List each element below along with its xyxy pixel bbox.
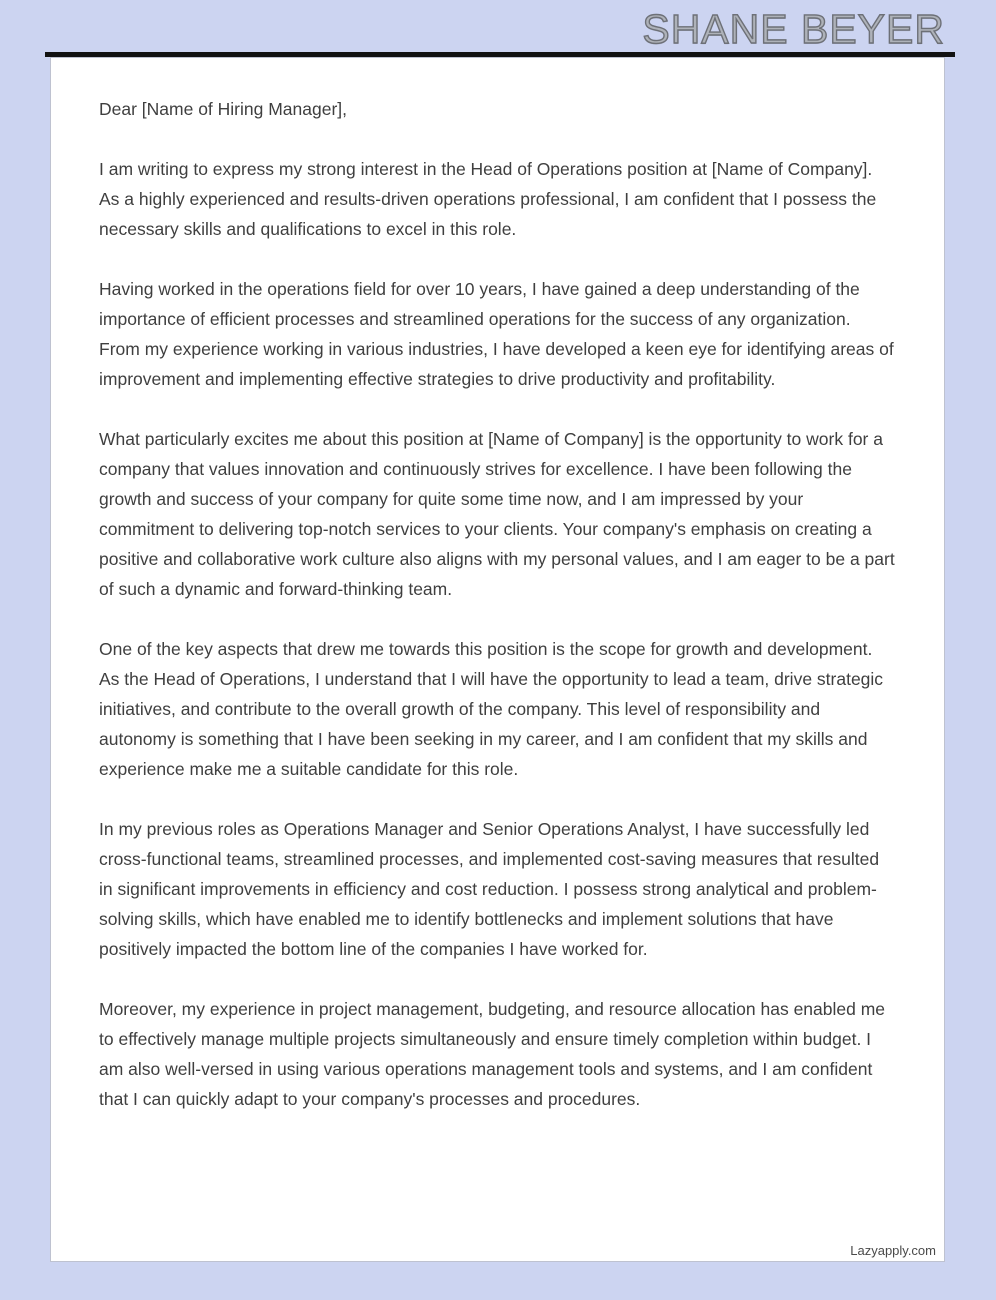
letter-paragraph: In my previous roles as Operations Manager and Senior Operations Analyst, I have successfully led cross-functional teams, streamlined processes, and implemented cost-saving measures that resulted in significant improvements in efficiency and cost reduction. I possess strong analytical and problem-solving skills, which have enabled me to identify bottlenecks and implement solutions that have positively impacted the bottom line of the companies I have worked for. xyxy=(99,819,880,959)
letter-body xyxy=(51,58,944,1114)
letter-paragraph: What particularly excites me about this position at [Name of Company] is the opportunity to work for a company that values innovation and continuously strives for excellence. I have been following the growth and success of your company for quite some time now, and I am impressed by your commitment to delivering top-notch services to your clients. Your company's emphasis on creating a positive and collaborative work culture also aligns with my personal values, and I am eager to be a part of such a dynamic and forward-thinking team. xyxy=(99,429,895,599)
letter-paragraph: I am writing to express my strong interest in the Head of Operations position at [Name of Company]. As a highly experienced and results-driven operations professional, I am confident that I possess the necessary skills and qualifications to excel in this role. xyxy=(99,159,877,239)
lazyapply-watermark: Lazyapply.com xyxy=(850,1243,936,1258)
letter-paragraph: One of the key aspects that drew me towards this position is the scope for growth and development. As the Head of Operations, I understand that I will have the opportunity to lead a team, drive strategic initiatives, and contribute to the overall growth of the company. This level of responsibility and autonomy is something that I have been seeking in my career, and I am confident that my skills and experience make me a suitable candidate for this role. xyxy=(99,639,884,779)
letter-paragraph: Having worked in the operations field for over 10 years, I have gained a deep understanding of the importance of efficient processes and streamlined operations for the success of any organization. From my experience working in various industries, I have developed a keen eye for identifying areas of improvement and implementing effective strategies to drive productivity and profitability. xyxy=(99,279,894,389)
letter-paragraph: Moreover, my experience in project management, budgeting, and resource allocation has enabled me to effectively manage multiple projects simultaneously and ensure timely completion within budget. I am also well-versed in using various operations management tools and systems, and I am confident that I can quickly adapt to your company's processes and procedures. xyxy=(99,999,886,1109)
letter-sheet xyxy=(50,57,945,1262)
letter-salutation: Dear [Name of Hiring Manager], xyxy=(99,99,348,119)
candidate-name: SHANE BEYER xyxy=(642,6,945,52)
